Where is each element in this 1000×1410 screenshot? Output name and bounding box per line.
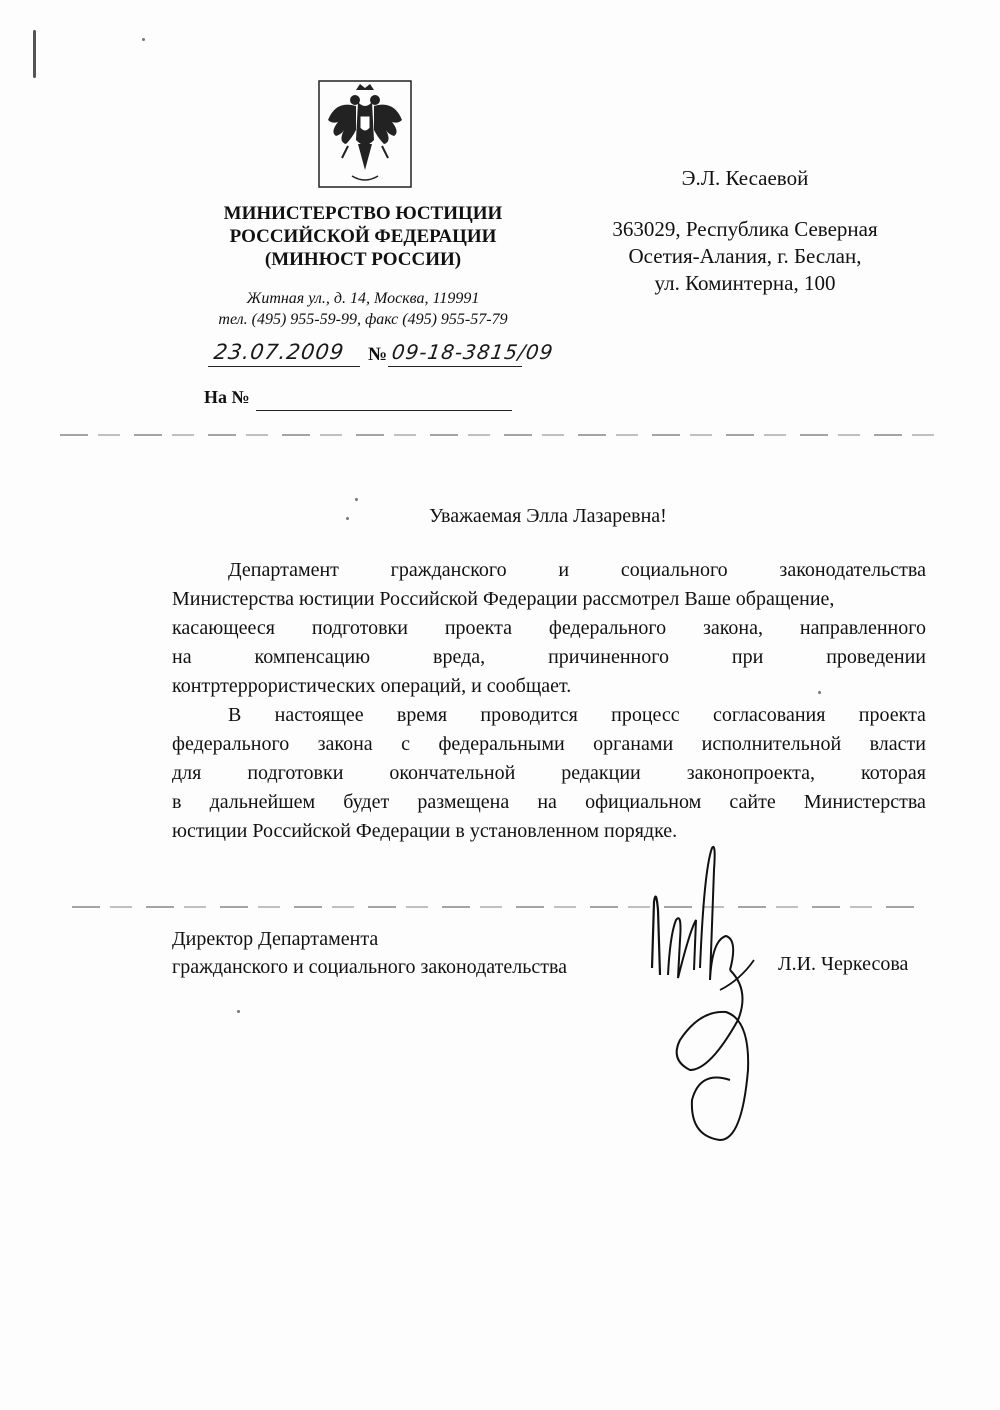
reply-to-blank: [256, 410, 512, 411]
text-line: в дальнейшем будет размещена на официальном сайте Министерства: [172, 791, 926, 813]
signatory-title: Директор Департамента гражданского и социального законодательства: [172, 928, 568, 978]
text-line: касающееся подготовки проекта федерального закона, направленного: [172, 617, 926, 639]
reply-to-label: На №: [204, 387, 250, 407]
text-line: федерального закона с федеральными органами исполнительной власти: [172, 733, 926, 755]
number-sign: №: [368, 344, 388, 365]
paragraph-2: [172, 701, 926, 846]
signer-name: Л.И. Черкесова: [778, 953, 909, 975]
coat-of-arms-icon: [318, 80, 412, 188]
scan-artifact: [237, 1010, 240, 1013]
recipient-address: 363029, Республика Северная Осетия-Алания, г. Беслан, ул. Коминтерна, 100: [612, 217, 878, 295]
scan-artifact: [142, 38, 145, 41]
text-line: на компенсацию вреда, причиненного при проведении: [172, 646, 926, 668]
fold-line: [72, 906, 914, 908]
ministry-address: Житная ул., д. 14, Москва, 119991 тел. (495) 955-59-99, факс (495) 955-57-79: [218, 290, 508, 328]
handwritten-signature: [630, 840, 780, 1160]
registration-line: [208, 338, 556, 372]
ministry-name: МИНИСТЕРСТВО ЮСТИЦИИ РОССИЙСКОЙ ФЕДЕРАЦИИ (МИНЮСТ РОССИИ): [223, 203, 503, 270]
text-line: юстиции Российской Федерации в установленном порядке.: [172, 820, 678, 842]
recipient-name: Э.Л. Кесаевой: [681, 166, 809, 190]
paragraph-1: [172, 556, 926, 701]
outgoing-number: 09-18-3815/09: [390, 340, 556, 364]
text-line: для подготовки окончательной редакции законопроекта, которая: [172, 762, 926, 784]
text-line: Департамент гражданского и социального законодательства: [228, 559, 926, 581]
scan-artifact: [33, 30, 36, 78]
text-line: В настоящее время проводится процесс согласования проекта: [228, 704, 926, 726]
greeting: Уважаемая Элла Лазаревна!: [429, 505, 667, 527]
outgoing-date: 23.07.2009: [212, 340, 346, 364]
text-line: Министерства юстиции Российской Федерации рассмотрел Ваше обращение,: [172, 588, 835, 610]
fold-line: [60, 434, 940, 436]
scan-artifact: [355, 498, 358, 501]
text-line: контртеррористических операций, и сообщает.: [172, 675, 572, 697]
